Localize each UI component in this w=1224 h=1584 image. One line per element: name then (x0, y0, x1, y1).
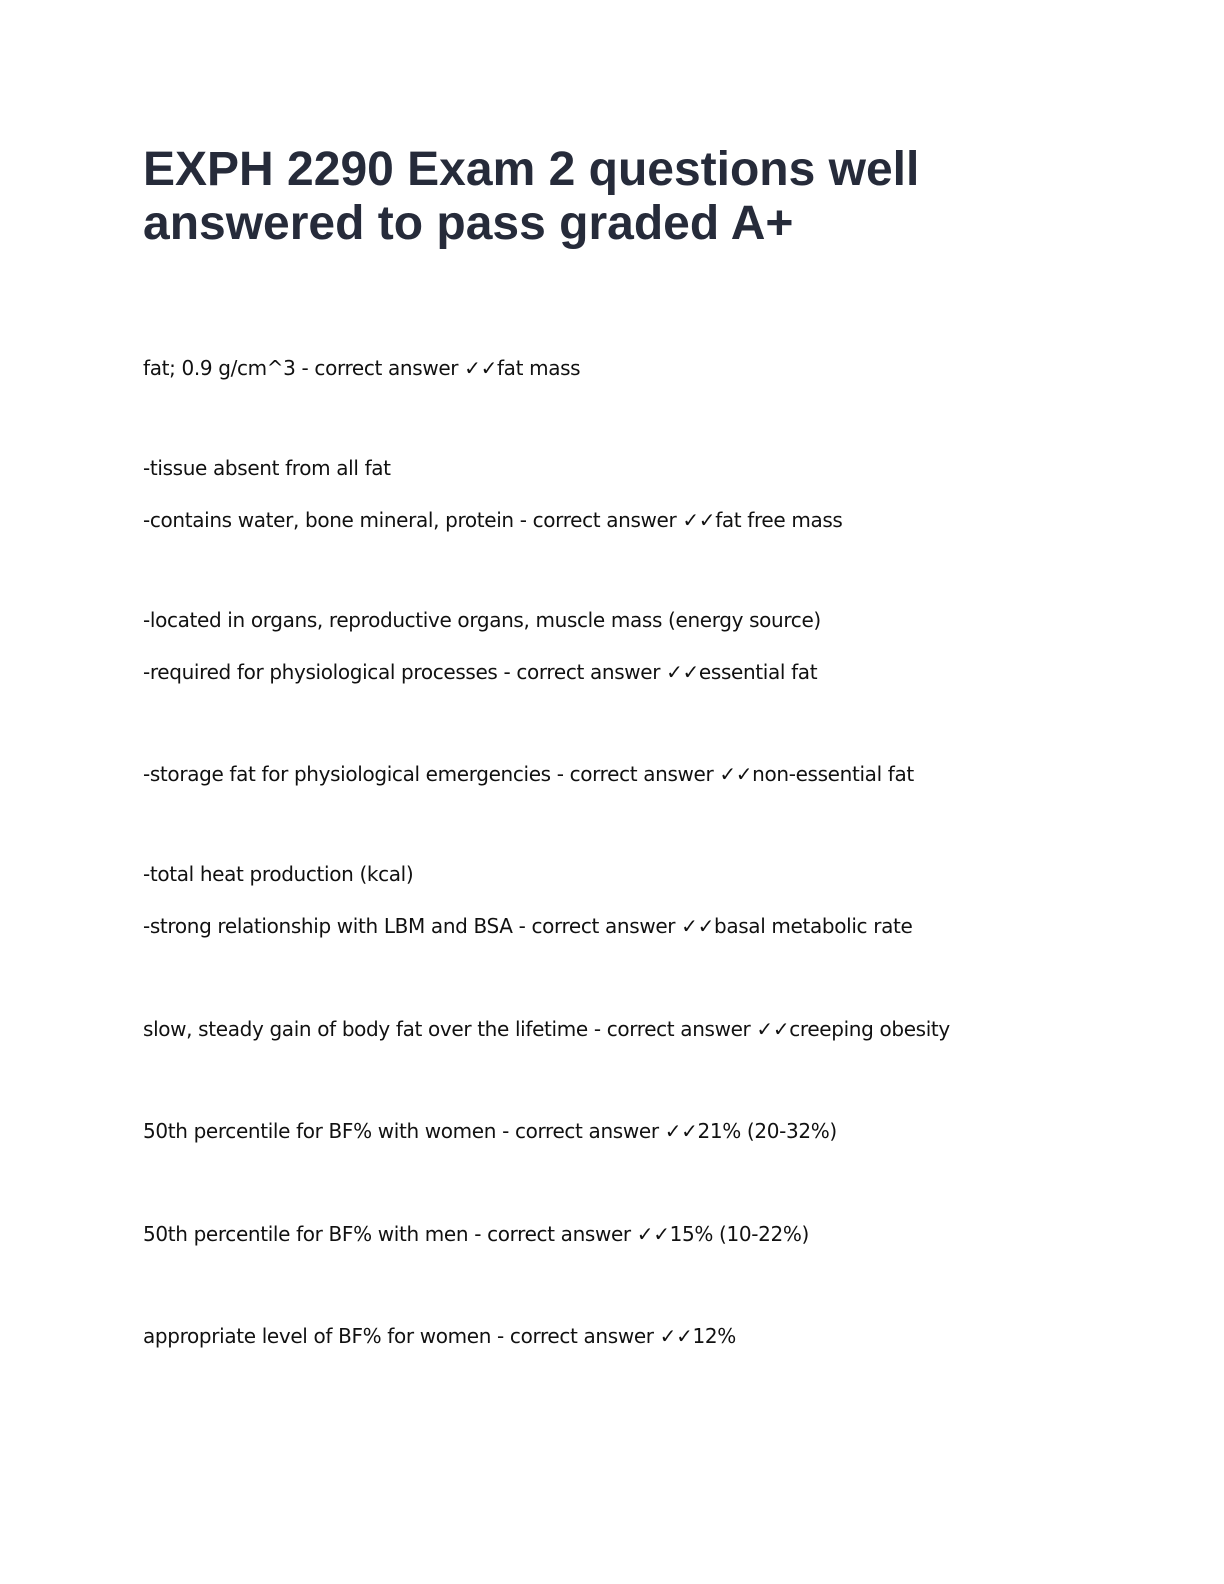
qa-line: fat; 0.9 g/cm^3 - correct answer ✓✓fat mass (143, 356, 581, 380)
qa-line: 50th percentile for BF% with men - correct answer ✓✓15% (10-22%) (143, 1222, 809, 1246)
qa-line: -total heat production (kcal) (143, 862, 414, 886)
qa-line: appropriate level of BF% for women - correct answer ✓✓12% (143, 1324, 736, 1348)
title-line-1: EXPH 2290 Exam 2 questions well (143, 143, 920, 196)
qa-line: -required for physiological processes - correct answer ✓✓essential fat (143, 660, 818, 684)
qa-line: -located in organs, reproductive organs, muscle mass (energy source) (143, 608, 821, 632)
qa-line: -tissue absent from all fat (143, 456, 391, 480)
page-title (143, 143, 1103, 251)
title-line-2: answered to pass graded A+ (143, 197, 794, 250)
qa-line: -contains water, bone mineral, protein - correct answer ✓✓fat free mass (143, 508, 843, 532)
qa-line: -strong relationship with LBM and BSA - correct answer ✓✓basal metabolic rate (143, 914, 913, 938)
qa-line: slow, steady gain of body fat over the lifetime - correct answer ✓✓creeping obesity (143, 1017, 950, 1041)
qa-line: -storage fat for physiological emergencies - correct answer ✓✓non-essential fat (143, 762, 914, 786)
qa-line: 50th percentile for BF% with women - correct answer ✓✓21% (20-32%) (143, 1119, 837, 1143)
